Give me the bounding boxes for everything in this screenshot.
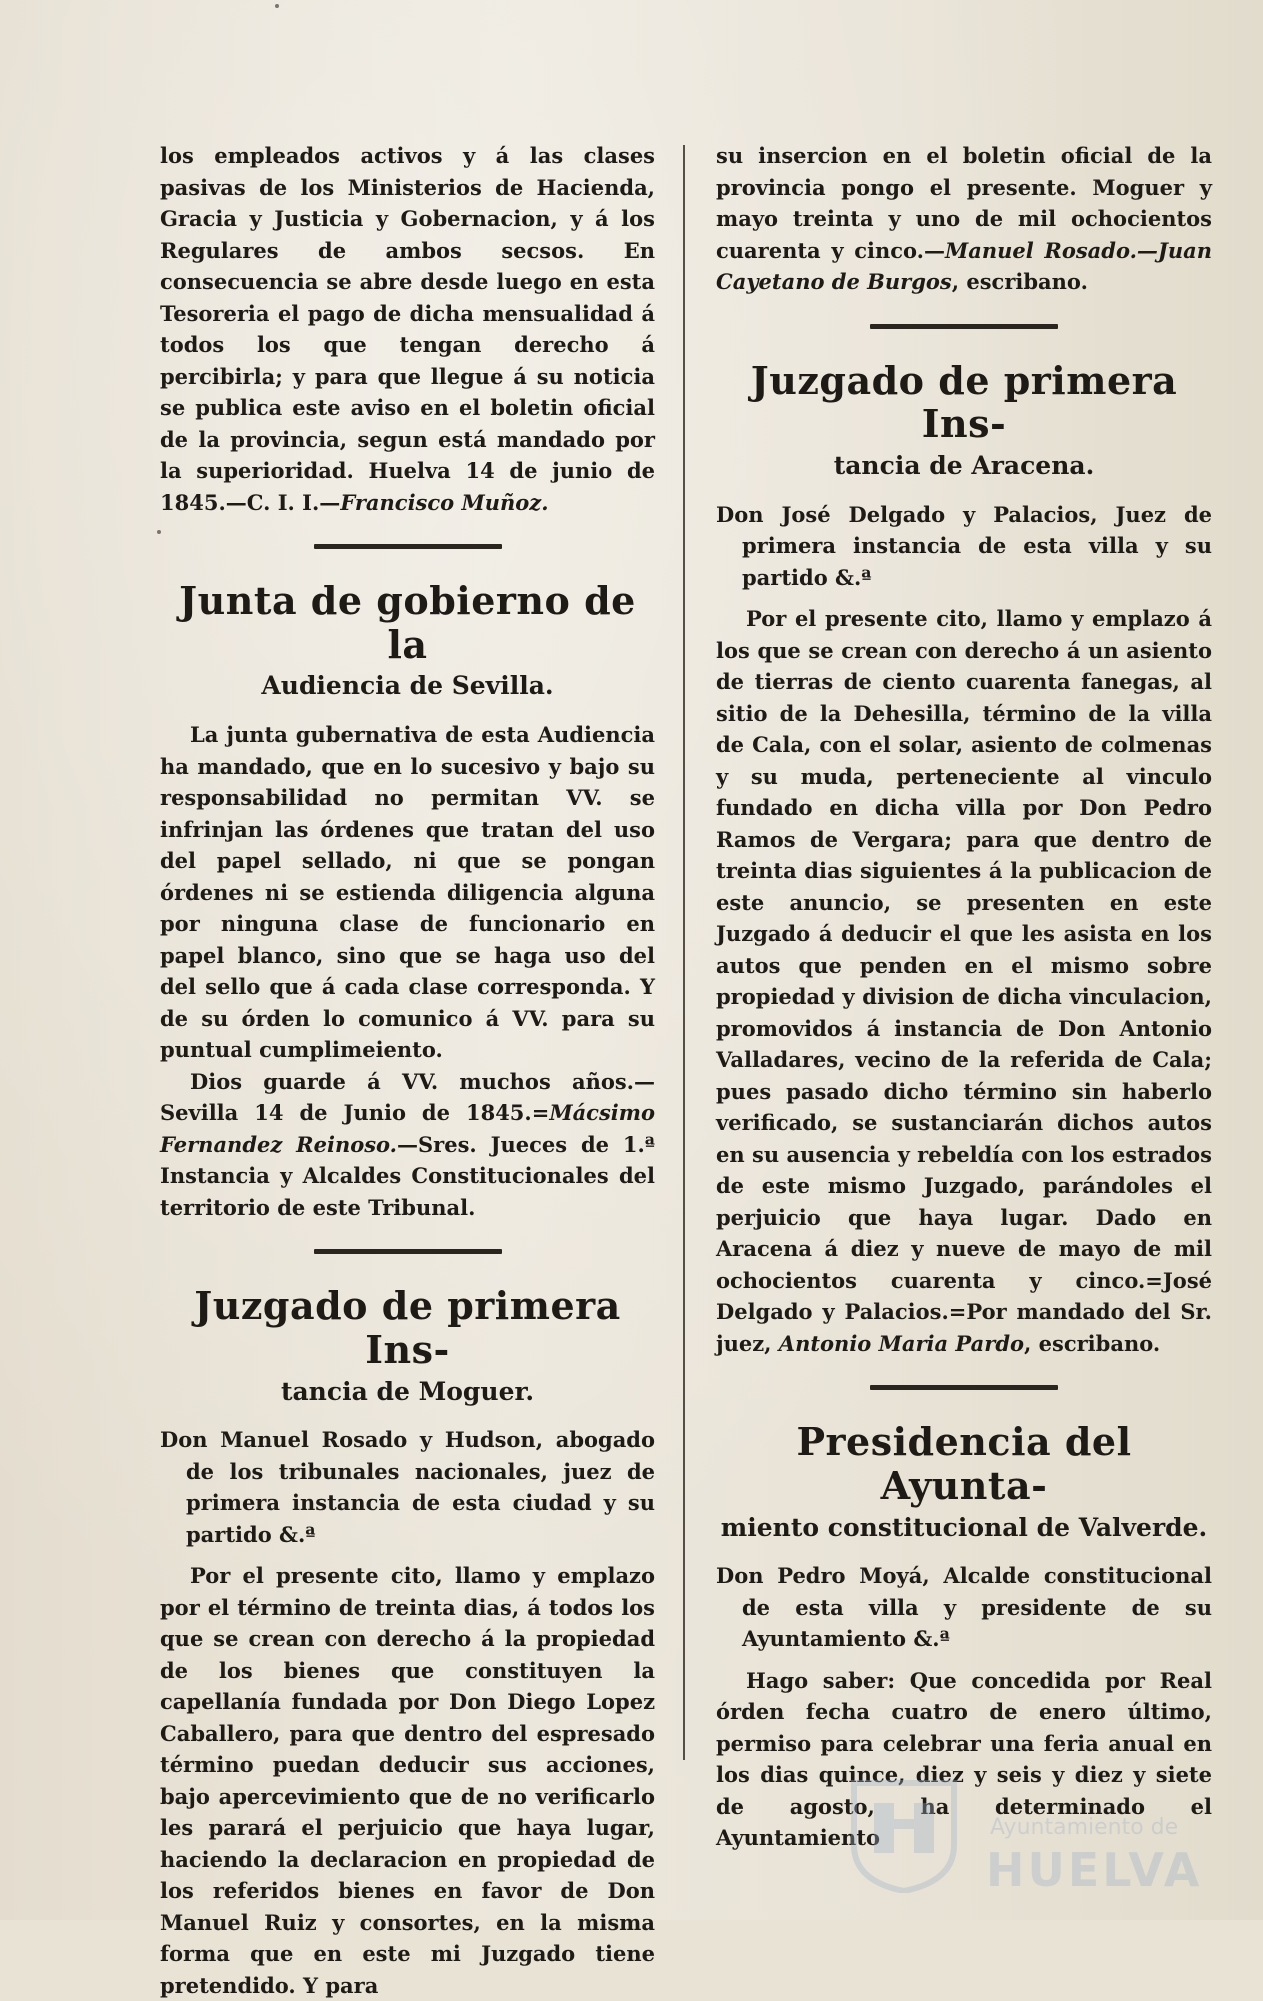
ink-speck	[275, 4, 279, 8]
heading-junta-line2: Audiencia de Sevilla.	[261, 671, 554, 701]
notice-tesoreria-body: los empleados activos y á las clases pasivas de los Ministerios de Hacienda, Gracia y Justicia y Gobernacion, y á los Regulares de ambos secsos. En consecuencia se abre desde luego en esta Tesoreria el pago de dicha mensualidad á todos los que tengan derecho á percibirla; y para que llegue á su noticia se publica este aviso en el boletin oficial de la provincia, segun está mandado por la superioridad. Huelva 14 de junio de 1845.—C. I. I.—	[160, 143, 655, 515]
heading-valverde-line2: miento constitucional de Valverde.	[720, 1512, 1208, 1542]
watermark	[848, 1775, 1203, 1897]
section-rule	[314, 1249, 502, 1254]
signature-role: , escribano.	[951, 269, 1088, 294]
heading-juzgado-moguer	[160, 1284, 655, 1406]
column-divider	[683, 145, 685, 1760]
signature-francisco-munoz: Francisco Muñoz.	[340, 489, 549, 515]
edicto-moguer-continuation	[716, 140, 1212, 298]
signature-macsimo-fernandez: Mácsimo Fernandez Reinoso.	[160, 1100, 655, 1157]
signature-role: , escribano.	[1024, 1330, 1161, 1356]
juez-moguer-intro: Don Manuel Rosado y Hudson, abogado de los tribunales nacionales, juez de primera instancia de esta ciudad y su partido &.ª	[160, 1427, 655, 1547]
heading-aracena-line2: tancia de Aracena.	[833, 450, 1095, 480]
edicto-aracena-text	[716, 603, 1212, 1359]
heading-junta-gobierno	[160, 579, 655, 701]
ink-speck	[157, 530, 161, 534]
closing-date: Dios guarde á VV. muchos años.—Sevilla 14 de Junio de 1845.=	[160, 1068, 655, 1126]
heading-valverde-line1: Presidencia del Ayunta-	[796, 1419, 1132, 1508]
heading-aracena-line1: Juzgado de primera Ins-	[750, 357, 1178, 447]
left-column	[160, 140, 655, 2001]
edicto-moguer-closing: su insercion en el boletin oficial de la provincia pongo el presente. Moguer y mayo treinta y uno de mil ochocientos cuarenta y cinco.—	[716, 143, 1212, 263]
juez-aracena-intro: Don José Delgado y Palacios, Juez de primera instancia de esta villa y su partido &.ª	[716, 501, 1212, 590]
notice-junta-text: La junta gubernativa de esta Audiencia ha mandado, que en lo sucesivo y bajo su responsabilidad no permitan VV. se infrinjan las órdenes que tratan del uso del papel sellado, ni que se pongan órdenes ni se estienda diligencia alguna por ninguna clase de funcionario en papel blanco, sino que se haga uso del del sello que á cada clase corresponda. Y de su órden lo comunico á VV. para su puntual cumplimeiento.	[160, 722, 655, 1063]
closing-addressees: —Sres. Jueces de 1.ª Instancia y Alcaldes Constitucionales del territorio de este Tribunal.	[160, 1131, 655, 1220]
alcalde-valverde-intro: Don Pedro Moyá, Alcalde constitucional de esta villa y presidente de su Ayuntamiento &.ª	[716, 1563, 1212, 1652]
heading-juzgado-aracena	[716, 359, 1212, 481]
notice-junta-closing	[160, 1066, 655, 1224]
heading-presidencia-valverde	[716, 1420, 1212, 1542]
section-rule	[870, 1385, 1058, 1390]
heading-junta-line1: Junta de gobierno de la	[179, 578, 636, 667]
edicto-aracena-body: Por el presente cito, llamo y emplazo á los que se crean con derecho á un asiento de tierras de ciento cuarenta fanegas, al sitio de la Dehesilla, término de la villa de Cala, con el solar, asiento de colmenas y su muda, perteneciente al vinculo fundado en dicha villa por Don Pedro Ramos de Vergara; para que dentro de treinta dias siguientes á la publicacion de este anuncio, se presenten en este Juzgado á deducir el que les asista en los autos que penden en el mismo sobre propiedad y division de dicha vinculacion, promovidos á instancia de Don Antonio Valladares, vecino de la referida de Cala; pues pasado dicho término sin haberlo verificado, se sustanciarán dichos autos en su ausencia y rebeldía con los estrados de este mismo Juzgado, parándoles el perjuicio que haya lugar. Dado en Aracena á diez y nueve de mayo de mil ochocientos cuarenta y cinco.=José Delgado y Palacios.=Por mandado del Sr. juez,	[716, 606, 1212, 1356]
section-rule	[314, 544, 502, 549]
watermark-line1: Ayuntamiento de	[990, 1815, 1179, 1840]
bando-valverde-text: Hago saber: Que concedida por Real órden fecha cuatro de enero último, permiso para celebrar una feria anual en los dias quince, diez y seis y diez y siete de agosto, ha determinado el Ayuntamiento	[716, 1667, 1212, 1851]
right-column	[716, 140, 1212, 1854]
signature-manuel-rosado: Manuel Rosado.—Juan Cayetano de Burgos	[716, 237, 1212, 294]
signature-antonio-pardo: Antonio Maria Pardo	[778, 1330, 1025, 1356]
heading-moguer-line1: Juzgado de primera Ins-	[194, 1283, 621, 1372]
section-rule	[870, 324, 1058, 329]
edicto-moguer-text: Por el presente cito, llamo y emplazo por el término de treinta dias, á todos los que se crean con derecho á la propiedad de los bienes que constituyen la capellanía fundada por Don Diego Lopez Caballero, para que dentro del espresado término puedan deducir sus acciones, bajo apercevimiento que de no verificarlo les parará el perjuicio que haya lugar, haciendo la declaracion en propiedad de los referidos bienes en favor de Don Manuel Ruiz y consortes, en la misma forma que en este mi Juzgado tiene pretendido. Y para	[160, 1563, 655, 1998]
notice-tesoreria-text	[160, 140, 655, 518]
heading-moguer-line2: tancia de Moguer.	[280, 1376, 535, 1406]
huelva-shield-icon	[848, 1775, 960, 1893]
watermark-line2: HUELVA	[986, 1843, 1203, 1897]
